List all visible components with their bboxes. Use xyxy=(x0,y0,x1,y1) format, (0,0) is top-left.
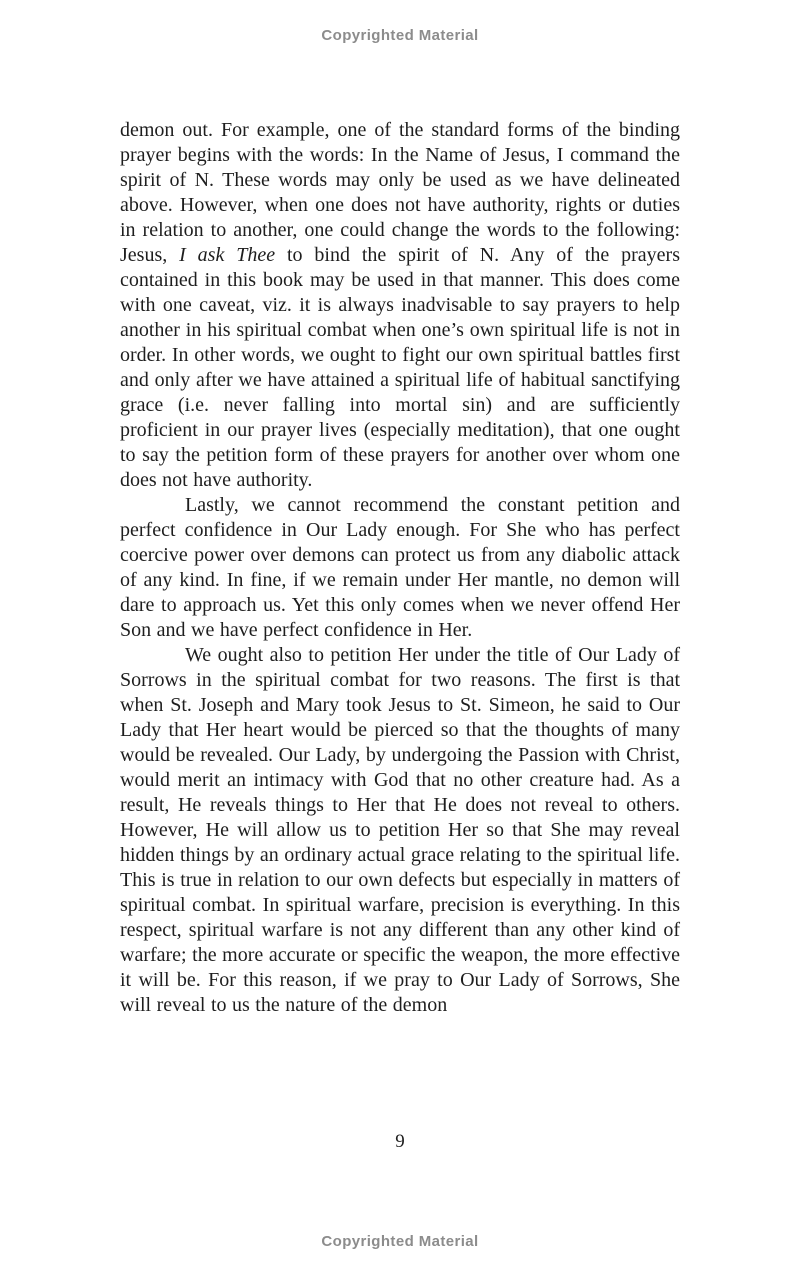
paragraph xyxy=(120,118,680,493)
italic-text: I ask Thee xyxy=(179,244,276,266)
copyright-watermark-top: Copyrighted Material xyxy=(321,27,479,44)
copyright-watermark-bottom: Copyrighted Material xyxy=(321,1233,479,1250)
page-number: 9 xyxy=(395,1131,405,1152)
text-run: to bind the spirit of N. Any of the prayers contained in this book may be used in that manner. This does come with one caveat, viz. it is always inadvisable to say prayers to help another in his spiritual combat when one’s own spiritual life is not in order. In other words, we ought to fight our own spiritual battles first and only after we have attained a spiritual life of habitual sanctifying grace (i.e. never falling into mortal sin) and are sufficiently proficient in our prayer lives (especially meditation), that one ought to say the petition form of these prayers for another over whom one does not have authority. xyxy=(120,244,680,491)
text-run: We ought also to petition Her under the title of Our Lady of Sorrows in the spiritual combat for two reasons. The first is that when St. Joseph and Mary took Jesus to St. Simeon, he said to Our Lady that Her heart would be pierced so that the thoughts of many would be revealed. Our Lady, by undergoing the Passion with Christ, would merit an intimacy with God that no other creature had. As a result, He reveals things to Her that He does not reveal to others. However, He will allow us to petition Her so that She may reveal hidden things by an ordinary actual grace relating to the spiritual life. This is true in relation to our own defects but especially in matters of spiritual combat. In spiritual warfare, precision is everything. In this respect, spiritual warfare is not any different than any other kind of warfare; the more accurate or specific the weapon, the more effective it will be. For this reason, if we pray to Our Lady of Sorrows, She will reveal to us the nature of the demon xyxy=(120,644,680,1016)
text-run: demon out. For example, one of the standard forms of the binding prayer begins with the words: In the Name of Jesus, I command the spirit of N. These words may only be used as we have delineated above. However, when one does not have authority, rights or duties in relation to another, one could change the words to the following: Jesus, xyxy=(120,119,680,266)
text-run: Lastly, we cannot recommend the constant petition and perfect confidence in Our Lady enough. For She who has perfect coercive power over demons can protect us from any diabolic attack of any kind. In fine, if we remain under Her mantle, no demon will dare to approach us. Yet this only comes when we never offend Her Son and we have perfect confidence in Her. xyxy=(120,494,680,641)
paragraph xyxy=(120,493,680,643)
paragraph xyxy=(120,643,680,1018)
page-body-text xyxy=(120,118,680,1018)
